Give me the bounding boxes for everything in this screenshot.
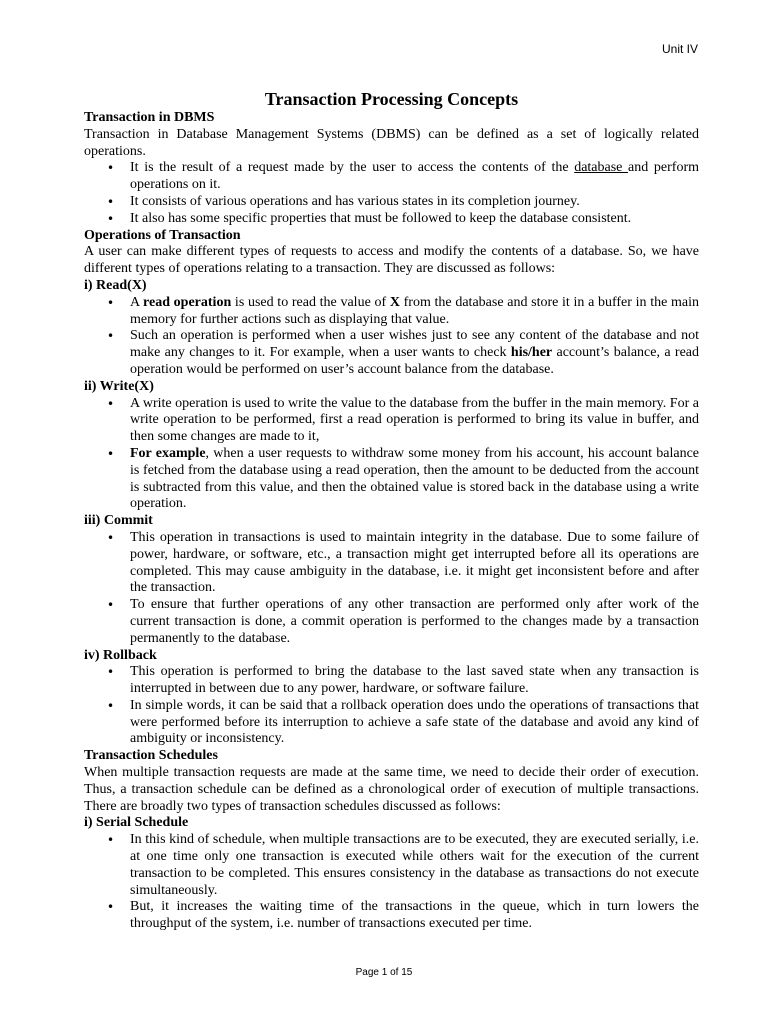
- list-item: [130, 328, 699, 378]
- list-item: [130, 446, 699, 513]
- heading-serial-schedule: i) Serial Schedule: [84, 815, 189, 831]
- bullet-list-transaction: [84, 160, 699, 227]
- list-item: • A write operation is used to write the value to the database from the buffer in the main memory. For a write operation to be performed, first a read operation is performed to bring its value in buffer, and then some changes are made to it,: [130, 396, 699, 446]
- bullet-list-commit: [84, 530, 699, 648]
- list-item: • It consists of various operations and has various states in its completion journey.: [130, 194, 699, 211]
- text: account’s balance, a read operation would be performed on user’s account balance from the database.: [130, 345, 699, 377]
- text: It is the result of a request made by the user to access the contents of the: [130, 160, 575, 176]
- heading-operations: Operations of Transaction: [84, 227, 241, 243]
- list-item: [130, 160, 699, 194]
- list-item: • To ensure that further operations of any other transaction are performed only after work of the current transaction is done, a commit operation is performed to the changes made by a transaction permanently to the database.: [130, 597, 699, 647]
- heading-rollback: iv) Rollback: [84, 647, 157, 663]
- text: and perform operations on it.: [130, 160, 699, 193]
- bullet-list-write: [84, 396, 699, 514]
- heading-transaction-in-dbms: Transaction in DBMS: [84, 110, 215, 125]
- list-item: • In this kind of schedule, when multiple transactions are to be executed, they are executed serially, i.e. at one time only one transaction is executed while others wait for the execution of the current transaction to be completed. This ensures consistency in the database as transactions do not execute simultaneously.: [130, 832, 699, 899]
- list-item: • In simple words, it can be said that a rollback operation does undo the operations of transactions that were performed before its interruption to achieve a safe state of the database and avoid any kind of ambiguity or inconsistency.: [130, 698, 699, 748]
- paragraph-operations: A user can make different types of requests to access and modify the contents of a database. So, we have different types of operations relating to a transaction. They are discussed as follows:: [84, 244, 699, 277]
- heading-schedules: Transaction Schedules: [84, 748, 218, 764]
- bullet-list-serial: [84, 832, 699, 933]
- text: A: [130, 294, 144, 310]
- text: Such an operation is performed when a user wishes just to see any content of the database and not make any changes to it. For example, when a user wants to check: [130, 328, 699, 361]
- paragraph-transaction-definition: Transaction in Database Management Systems (DBMS) can be defined as a set of logically related operations.: [84, 126, 699, 159]
- unit-label: Unit IV: [661, 42, 698, 56]
- paragraph-schedules: When multiple transaction requests are made at the same time, we need to decide their order of execution. Thus, a transaction schedule can be defined as a chronological order of execution of multiple transactions. There are broadly two types of transaction schedules discussed as follows:: [84, 765, 699, 814]
- page-number: Page 1 of 15: [355, 967, 413, 978]
- text: is used to read the value of: [231, 294, 390, 310]
- bold-text: X: [389, 294, 400, 310]
- bold-text: read operation: [143, 294, 232, 310]
- text: , when a user requests to withdraw some money from his account, his account balance is fetched from the database using a read operation, then the amount to be deducted from the account is subtracted from this value, and then the obtained value is stored back in the database using a write operation.: [130, 445, 700, 512]
- text: from the database and store it in a buffer in the main memory for further actions such as displaying that value.: [130, 294, 699, 327]
- bold-text: For example: [130, 445, 206, 461]
- list-item: [130, 295, 699, 329]
- list-item: • This operation is performed to bring the database to the last saved state when any transaction is interrupted in between due to any power, hardware, or software failure.: [130, 664, 699, 698]
- document-body: [84, 88, 699, 933]
- list-item: • It also has some specific properties that must be followed to keep the database consistent.: [130, 211, 699, 228]
- bullet-list-rollback: [84, 664, 699, 748]
- bullet-list-read: [84, 295, 699, 379]
- page-title: Transaction Processing Concepts: [264, 89, 519, 109]
- heading-commit: iii) Commit: [84, 513, 153, 529]
- database-link[interactable]: database: [574, 160, 629, 176]
- bold-text: his/her: [510, 345, 553, 361]
- list-item: • This operation in transactions is used to maintain integrity in the database. Due to some failure of power, hardware, or software, etc., a transaction might get interrupted before all its operations are completed. This may cause ambiguity in the database, i.e. it might get inconsistent before and after the transaction.: [130, 530, 699, 597]
- list-item: • But, it increases the waiting time of the transactions in the queue, which in turn lowers the throughput of the system, i.e. number of transactions executed per time.: [130, 899, 699, 933]
- heading-read: i) Read(X): [84, 277, 147, 293]
- heading-write: ii) Write(X): [84, 378, 154, 394]
